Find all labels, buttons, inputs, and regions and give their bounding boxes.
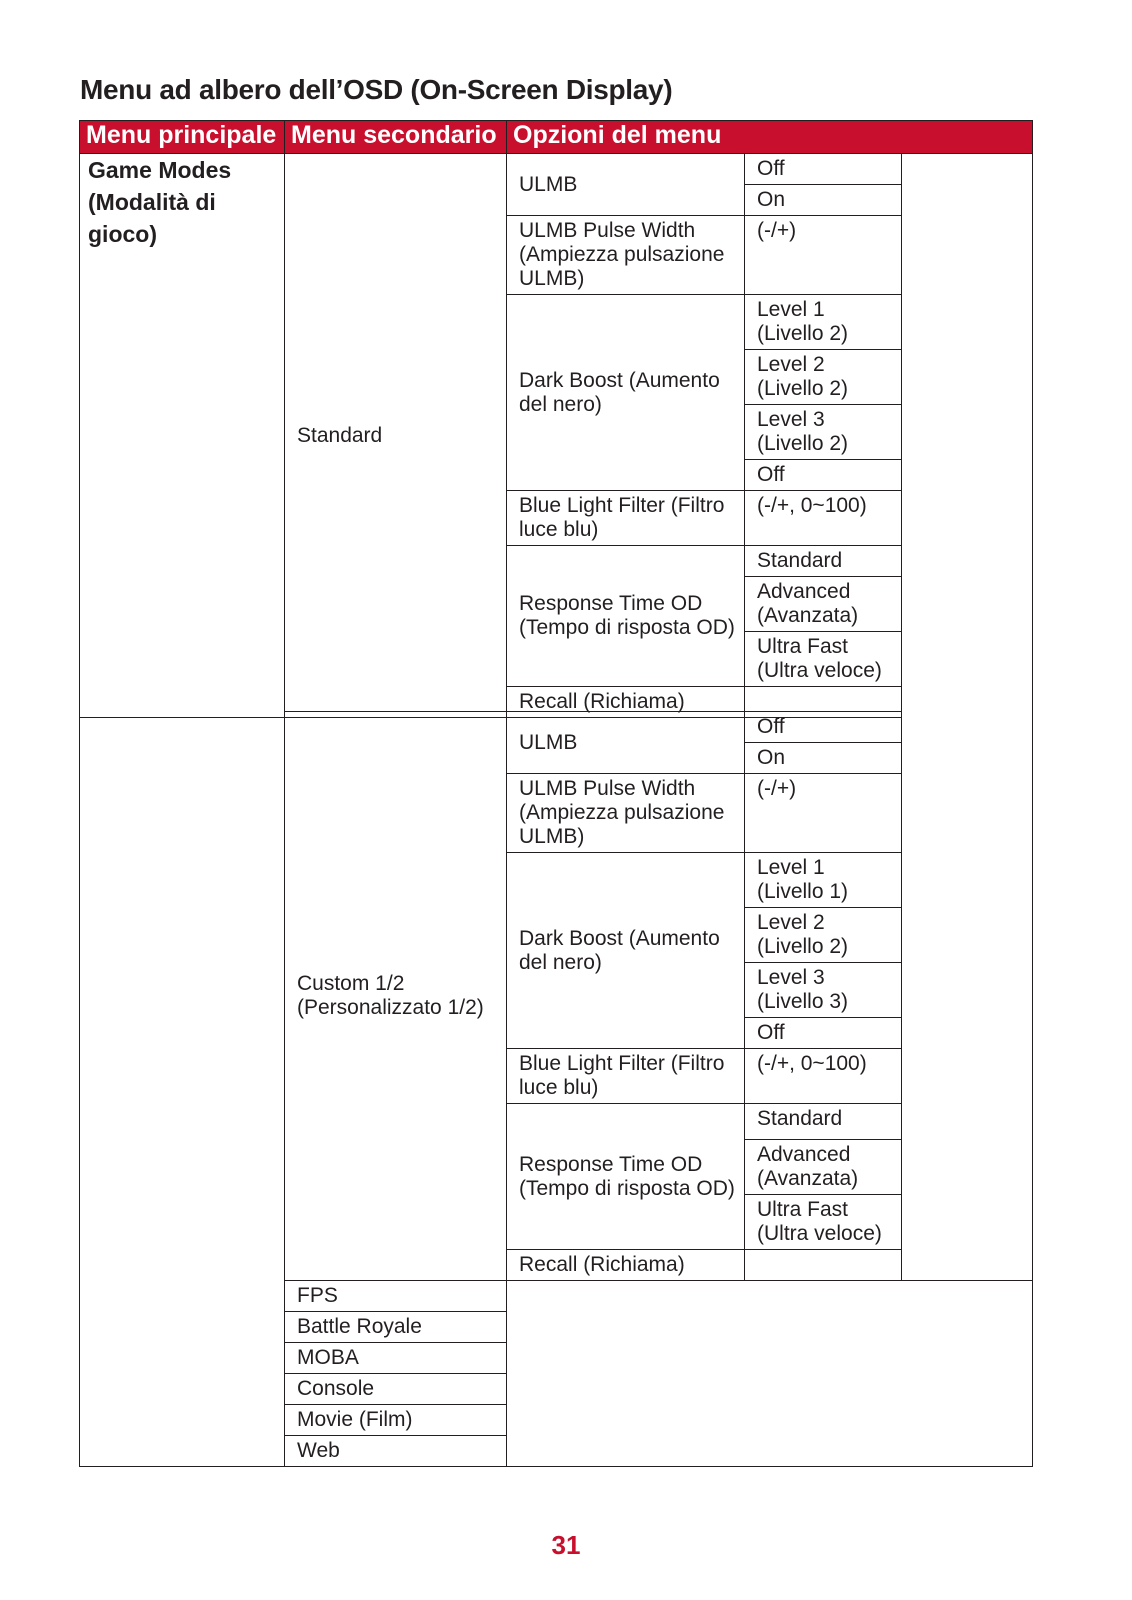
other-modes-empty-options xyxy=(507,1281,1033,1467)
empty-column xyxy=(902,154,1033,718)
std-pulse-width-label: ULMB Pulse Width (Ampiezza pulsazione ULMB) xyxy=(507,216,745,295)
submenu-other-mode: FPS xyxy=(285,1281,507,1312)
page-title: Menu ad albero dell’OSD (On-Screen Display) xyxy=(80,74,673,105)
custom-pulse-width-label: ULMB Pulse Width (Ampiezza pulsazione ULMB) xyxy=(507,774,745,853)
custom-blue-light-label: Blue Light Filter (Filtro luce blu) xyxy=(507,1049,745,1104)
custom-response-time-option: Ultra Fast (Ultra veloce) xyxy=(745,1195,902,1250)
std-response-time-option: Advanced (Avanzata) xyxy=(745,577,902,632)
custom-ulmb-option: On xyxy=(745,743,902,774)
submenu-other-mode: Battle Royale xyxy=(285,1312,507,1343)
std-dark-boost-option: Level 1 (Livello 2) xyxy=(745,295,902,350)
submenu-other-mode: Console xyxy=(285,1374,507,1405)
header-main-menu: Menu principale xyxy=(80,121,285,154)
empty-column xyxy=(902,712,1033,1281)
std-pulse-width-option: (-/+) xyxy=(745,216,902,295)
submenu-other-mode: Movie (Film) xyxy=(285,1405,507,1436)
custom-dark-boost-option: Level 2 (Livello 2) xyxy=(745,908,902,963)
submenu-custom: Custom 1/2 (Personalizzato 1/2) xyxy=(285,712,507,1281)
page-number: 31 xyxy=(551,1530,581,1560)
custom-response-time-label: Response Time OD (Tempo di risposta OD) xyxy=(507,1104,745,1250)
main-menu-game-modes: Game Modes (Modalità di gioco) xyxy=(80,154,285,718)
std-ulmb-option: Off xyxy=(745,154,902,185)
std-ulmb-option: On xyxy=(745,185,902,216)
std-dark-boost-option: Level 3 (Livello 2) xyxy=(745,405,902,460)
std-dark-boost-option: Off xyxy=(745,460,902,491)
custom-dark-boost-option: Off xyxy=(745,1018,902,1049)
submenu-other-mode: MOBA xyxy=(285,1343,507,1374)
header-menu-options: Opzioni del menu xyxy=(507,121,1033,154)
std-dark-boost-option: Level 2 (Livello 2) xyxy=(745,350,902,405)
custom-blue-light-option: (-/+, 0~100) xyxy=(745,1049,902,1104)
custom-response-time-option: Advanced (Avanzata) xyxy=(745,1140,902,1195)
custom-recall-option xyxy=(745,1250,902,1281)
main-menu-continuation xyxy=(80,712,285,1467)
custom-ulmb-label: ULMB xyxy=(507,712,745,774)
custom-pulse-width-option: (-/+) xyxy=(745,774,902,853)
custom-dark-boost-option: Level 3 (Livello 3) xyxy=(745,963,902,1018)
std-blue-light-option: (-/+, 0~100) xyxy=(745,491,902,546)
std-response-time-option: Ultra Fast (Ultra veloce) xyxy=(745,632,902,687)
osd-menu-tree-table xyxy=(79,120,1033,718)
std-response-time-option: Standard xyxy=(745,546,902,577)
custom-ulmb-option: Off xyxy=(745,712,902,743)
custom-dark-boost-label: Dark Boost (Aumento del nero) xyxy=(507,853,745,1049)
std-blue-light-label: Blue Light Filter (Filtro luce blu) xyxy=(507,491,745,546)
header-secondary-menu: Menu secondario xyxy=(285,121,507,154)
osd-menu-tree-table-cont xyxy=(79,711,1033,1467)
submenu-standard: Standard xyxy=(285,154,507,718)
std-recall-label: Recall (Richiama) xyxy=(507,687,745,718)
custom-response-time-option: Standard xyxy=(745,1104,902,1140)
table-header-row xyxy=(80,121,1033,154)
std-response-time-label: Response Time OD (Tempo di risposta OD) xyxy=(507,546,745,687)
custom-recall-label: Recall (Richiama) xyxy=(507,1250,745,1281)
custom-dark-boost-option: Level 1 (Livello 1) xyxy=(745,853,902,908)
std-dark-boost-label: Dark Boost (Aumento del nero) xyxy=(507,295,745,491)
submenu-other-mode: Web xyxy=(285,1436,507,1467)
std-ulmb-label: ULMB xyxy=(507,154,745,216)
